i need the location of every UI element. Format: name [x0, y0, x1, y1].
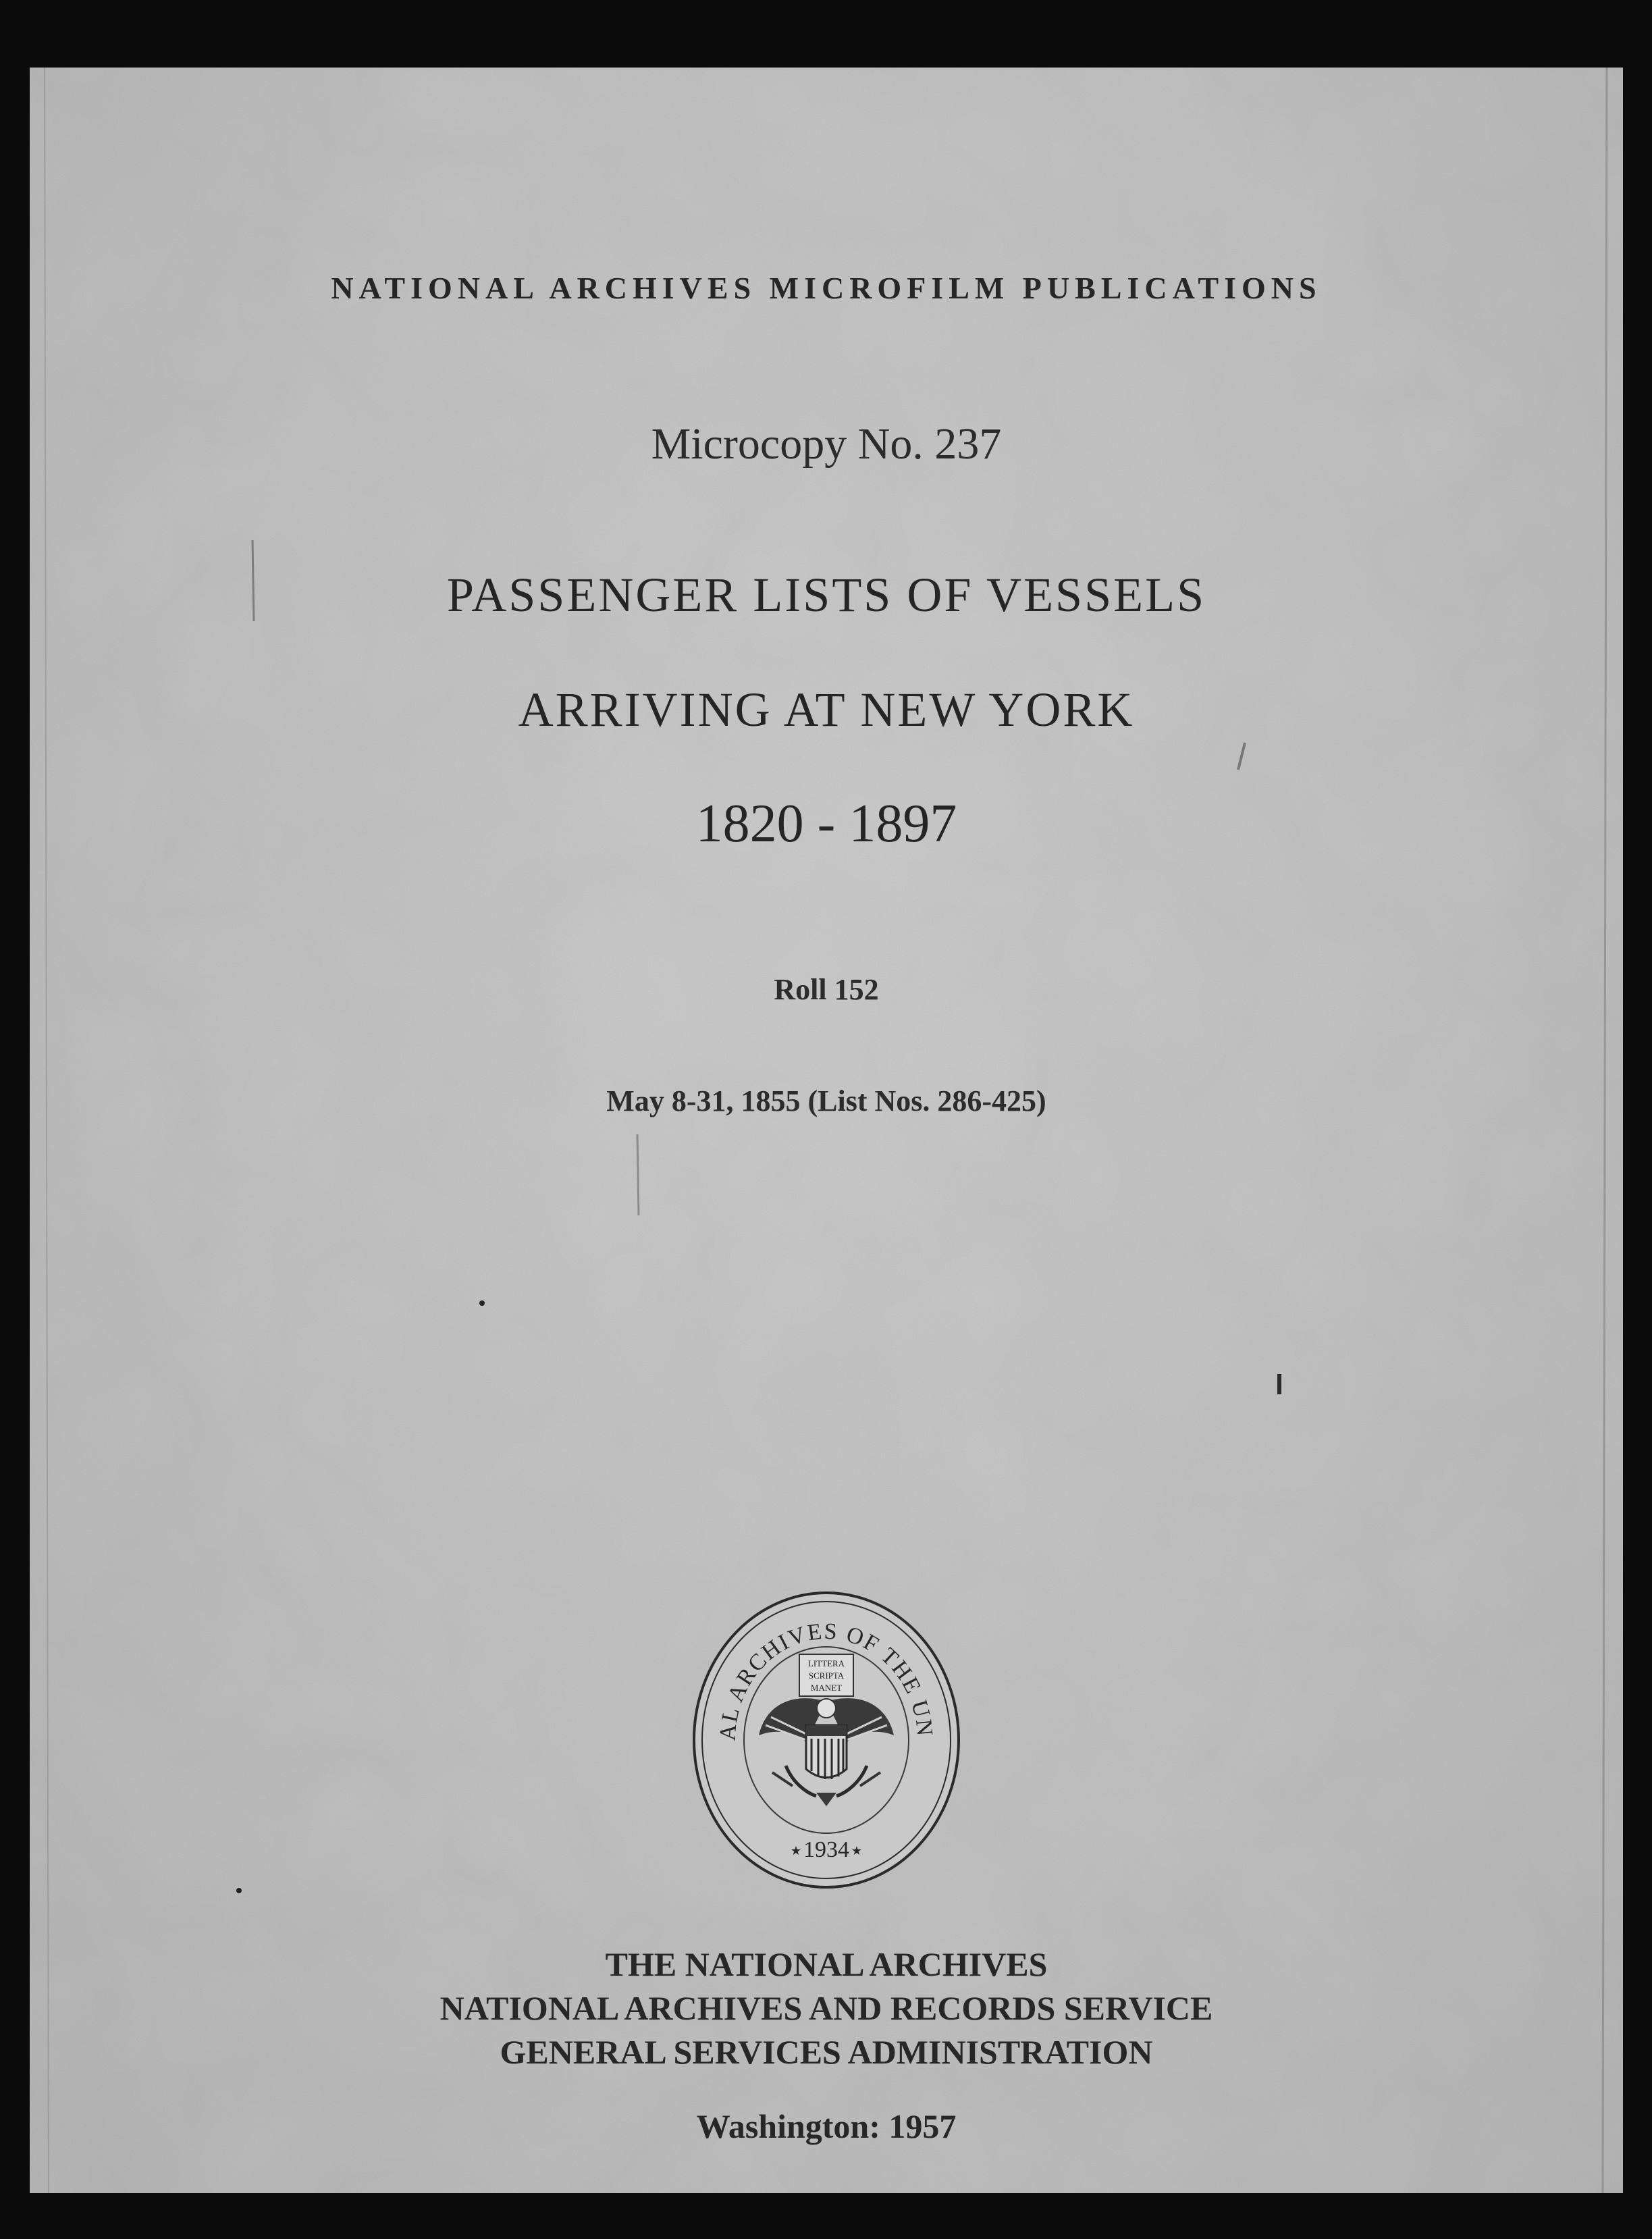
series-heading: NATIONAL ARCHIVES MICROFILM PUBLICATIONS — [331, 271, 1322, 305]
seal-ring-text: AL ARCHIVES OF THE UN — [715, 1618, 938, 1742]
title-line-1: PASSENGER LISTS OF VESSELS — [446, 568, 1206, 622]
motto-line: LITTERA — [807, 1658, 845, 1668]
star-icon: ★ — [851, 1844, 863, 1858]
national-archives-seal — [691, 1590, 961, 1891]
publication-place-date: Washington: 1957 — [696, 2107, 957, 2145]
publisher-line-1: THE NATIONAL ARCHIVES — [605, 1945, 1048, 1983]
title-years: 1820 - 1897 — [695, 794, 957, 853]
motto-line: SCRIPTA — [808, 1670, 845, 1681]
star-icon: ★ — [790, 1844, 802, 1858]
publisher-line-2: NATIONAL ARCHIVES AND RECORDS SERVICE — [439, 1989, 1213, 2027]
publisher-line-3: GENERAL SERVICES ADMINISTRATION — [500, 2033, 1153, 2071]
roll-number: Roll 152 — [774, 973, 879, 1006]
seal-graphic — [691, 1590, 961, 1891]
microcopy-number: Microcopy No. 237 — [651, 419, 1002, 469]
motto-line: MANET — [810, 1683, 843, 1693]
seal-year: 1934 — [803, 1837, 849, 1862]
title-line-2: ARRIVING AT NEW YORK — [518, 683, 1135, 737]
title-page — [30, 68, 1623, 2193]
roll-dates: May 8-31, 1855 (List Nos. 286-425) — [606, 1084, 1046, 1117]
